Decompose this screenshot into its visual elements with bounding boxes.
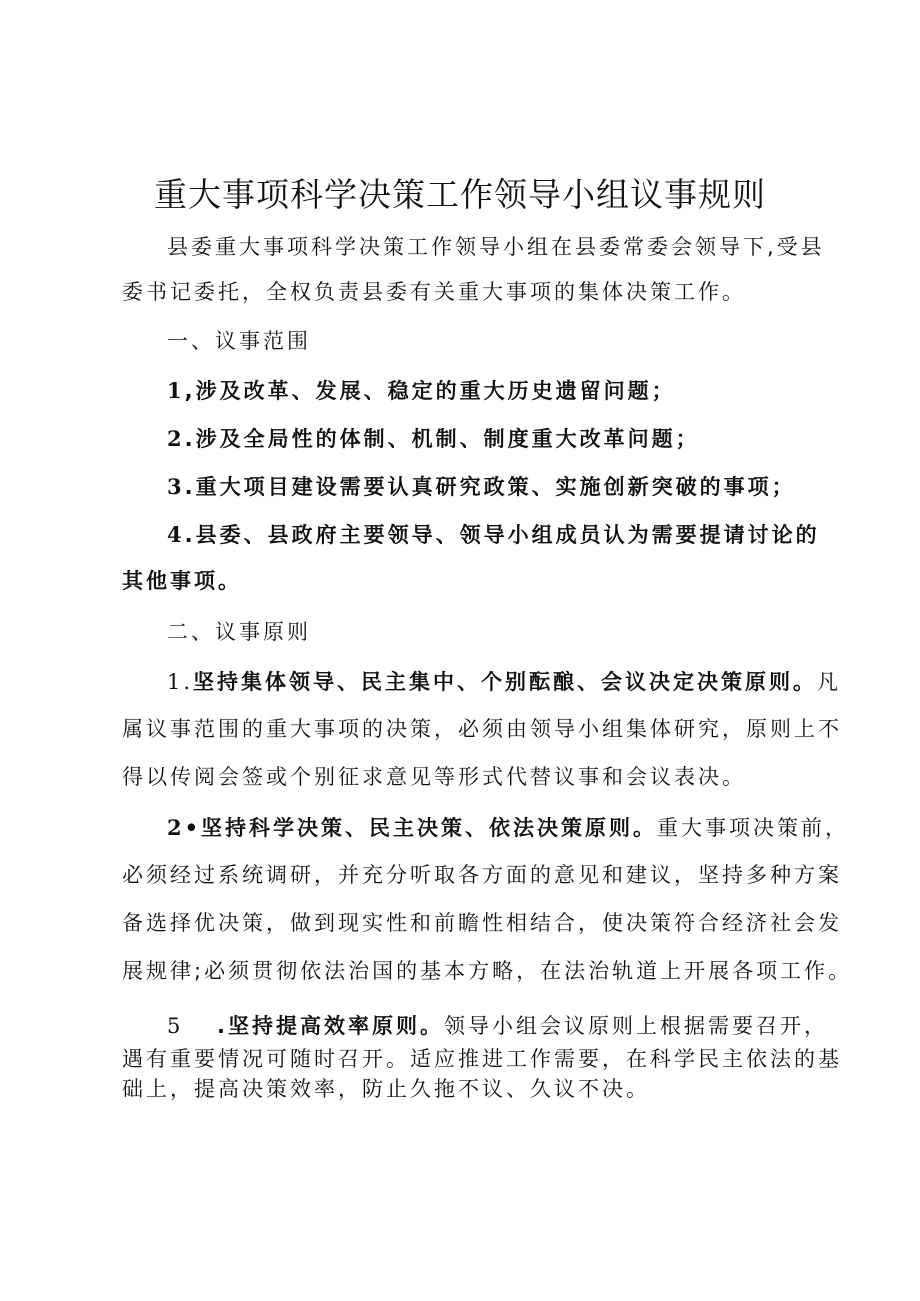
scope-item-4 [167,520,820,550]
principle-2-line-3: 备选择优决策，做到现实性和前瞻性相结合，使决策符合经济社会发 [122,911,842,935]
principle-1-line-3: 得以传阅会签或个别征求意见等形式代替议事和会议表决。 [122,765,746,789]
principle-2-number: 2• [167,815,202,840]
scope-item-4-continuation: 其他事项。 [122,569,242,593]
principle-3-bold: .坚持提高效率原则。 [217,1014,444,1038]
scope-item-3-text: .重大项目建设需要认真研究政策、实施创新突破的事项； [184,475,796,499]
document-title: 重大事项科学决策工作领导小组议事规则 [154,175,766,214]
scope-item-2-text: .涉及全局性的体制、机制、制度重大改革问题； [184,427,700,451]
intro-line-2: 委书记委托，全权负责县委有关重大事项的集体决策工作。 [122,280,746,304]
intro-line-1: 县委重大事项科学决策工作领导小组在县委常委会领导下,受县 [167,235,825,259]
principle-1-line-1 [167,667,841,697]
principle-3-number: 5 [167,1014,184,1038]
section2-heading: 二、议事原则 [167,620,311,644]
principle-3-rest: 领导小组会议原则上根据需要召开， [443,1014,828,1038]
principle-2-line-4: 展规律;必须贯彻依法治国的基本方略，在法治轨道上开展各项工作。 [122,959,853,983]
scope-item-3-number: 3 [167,474,185,499]
section1-heading: 一、议事范围 [167,329,311,353]
scope-item-2-number: 2 [167,426,185,451]
principle-2-line-1 [167,813,849,843]
principle-1-number: 1. [167,670,194,694]
principle-2-line-2: 必须经过系统调研，并充分听取各方面的意见和建议，坚持多种方案 [122,863,842,887]
scope-item-1 [167,376,676,406]
principle-3-line-1 [167,1011,828,1041]
principle-2-rest: 重大事项决策前， [657,816,850,840]
principle-2-bold: 坚持科学决策、民主决策、依法决策原则。 [201,816,658,840]
principle-1-line-2: 属议事范围的重大事项的决策，必须由领导小组集体研究，原则上不 [122,717,842,741]
scope-item-4-number: 4 [167,522,185,547]
principle-3-line-2: 遇有重要情况可随时召开。适应推进工作需要，在科学民主依法的基 [122,1047,842,1071]
scope-item-2 [167,424,700,454]
principle-1-rest: 凡 [817,670,842,694]
scope-item-1-text: ,涉及改革、发展、稳定的重大历史遗留问题； [184,379,676,403]
scope-item-1-number: 1 [167,378,185,403]
principle-1-bold: 坚持集体领导、民主集中、个别酝酿、会议决定决策原则。 [193,670,818,694]
principle-3-line-3: 础上，提高决策效率，防止久拖不议、久议不决。 [122,1077,650,1101]
scope-item-4-text: .县委、县政府主要领导、领导小组成员认为需要提请讨论的 [184,523,820,547]
scope-item-3 [167,472,796,502]
